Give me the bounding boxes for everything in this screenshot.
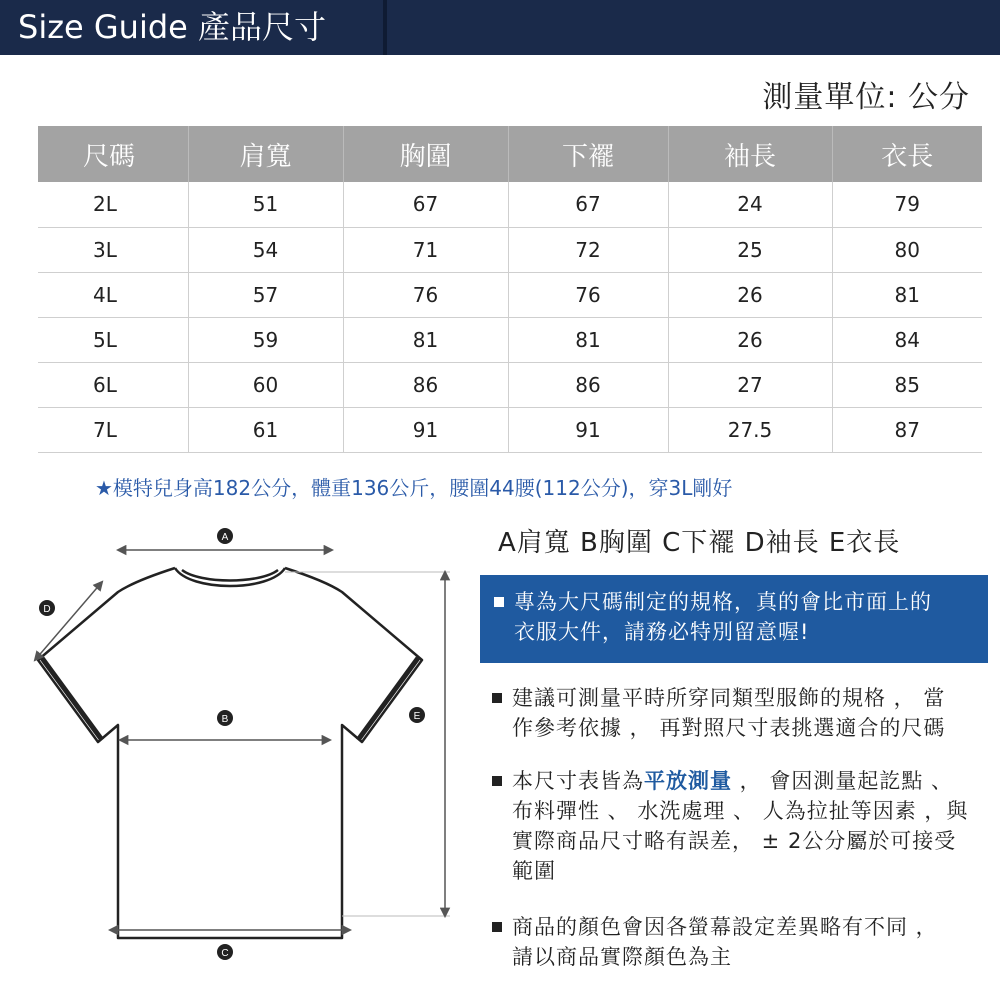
note-line: 作參考依據 ， 再對照尺寸表挑選適合的尺碼	[512, 716, 946, 740]
bullet-icon	[492, 922, 502, 932]
note-line: 範圍	[512, 859, 556, 883]
cell-shoulder: 59	[188, 317, 343, 362]
cell-shoulder: 60	[188, 362, 343, 407]
cell-sleeve: 26	[668, 317, 832, 362]
cell-hem: 76	[508, 272, 668, 317]
svg-text:A: A	[221, 532, 229, 543]
bullet-icon	[492, 776, 502, 786]
model-note: ★模特兒身高182公分，體重136公斤，腰圍44腰(112公分)，穿3L剛好	[95, 476, 733, 500]
header-shoulder: 肩寬	[188, 126, 343, 182]
cell-hem: 67	[508, 182, 668, 227]
cell-length: 84	[832, 317, 982, 362]
cell-size: 2L	[38, 182, 188, 227]
tshirt-outline	[38, 568, 422, 938]
size-table	[38, 126, 982, 453]
guide-lines	[285, 572, 450, 916]
cell-shoulder: 54	[188, 227, 343, 272]
header-bar	[0, 0, 1000, 55]
note-text: 本尺寸表皆為	[512, 769, 644, 793]
cell-shoulder: 51	[188, 182, 343, 227]
cell-length: 85	[832, 362, 982, 407]
header-size: 尺碼	[38, 126, 188, 182]
table-header-row	[38, 126, 982, 182]
cell-chest: 71	[343, 227, 508, 272]
notice-line: 專為大尺碼制定的規格，真的會比市面上的	[514, 590, 932, 614]
svg-text:C: C	[221, 948, 229, 959]
cell-chest: 67	[343, 182, 508, 227]
measurement-legend: A肩寬 B胸圍 C下襬 D袖長 E衣長	[498, 528, 901, 558]
note-item	[490, 683, 985, 743]
cell-length: 79	[832, 182, 982, 227]
cell-size: 3L	[38, 227, 188, 272]
note-item	[490, 912, 985, 972]
cell-chest: 81	[343, 317, 508, 362]
marker-a	[217, 528, 233, 544]
cell-chest: 86	[343, 362, 508, 407]
cell-hem: 81	[508, 317, 668, 362]
bullet-icon	[494, 597, 504, 607]
cell-length: 87	[832, 407, 982, 452]
note-line: 商品的顏色會因各螢幕設定差異略有不同 ，	[512, 915, 938, 939]
cell-size: 5L	[38, 317, 188, 362]
note-line	[512, 766, 985, 796]
notice-item	[492, 587, 978, 647]
cell-shoulder: 61	[188, 407, 343, 452]
tshirt-diagram	[20, 520, 470, 980]
header-chest: 胸圍	[343, 126, 508, 182]
notice-line: 衣服大件，請務必特別留意喔!	[514, 620, 810, 644]
cell-length: 80	[832, 227, 982, 272]
cell-length: 81	[832, 272, 982, 317]
svg-text:D: D	[43, 604, 51, 615]
arrow-d	[35, 582, 102, 660]
svg-text:E: E	[413, 711, 421, 722]
cell-sleeve: 27.5	[668, 407, 832, 452]
header-hem: 下襬	[508, 126, 668, 182]
header-sleeve: 袖長	[668, 126, 832, 182]
note-line: 請以商品實際顏色為主	[512, 945, 732, 969]
cell-chest: 91	[343, 407, 508, 452]
note-line: 實際商品尺寸略有誤差， ± 2公分屬於可接受	[512, 829, 957, 853]
table-row	[38, 407, 982, 452]
note-text: ， 會因測量起訖點 、	[732, 769, 954, 793]
marker-d	[39, 600, 55, 616]
bullet-icon	[492, 693, 502, 703]
cell-sleeve: 25	[668, 227, 832, 272]
cell-size: 4L	[38, 272, 188, 317]
table-row	[38, 362, 982, 407]
cell-sleeve: 26	[668, 272, 832, 317]
cell-shoulder: 57	[188, 272, 343, 317]
cell-hem: 91	[508, 407, 668, 452]
marker-c	[217, 944, 233, 960]
page-title: Size Guide 產品尺寸	[0, 0, 385, 55]
note-line: 布料彈性 、 水洗處理 、 人為拉扯等因素 ，與	[512, 799, 969, 823]
cell-size: 6L	[38, 362, 188, 407]
table-row	[38, 227, 982, 272]
cell-hem: 86	[508, 362, 668, 407]
cell-size: 7L	[38, 407, 188, 452]
marker-e	[409, 707, 425, 723]
cell-sleeve: 24	[668, 182, 832, 227]
table-row	[38, 317, 982, 362]
marker-b	[217, 710, 233, 726]
table-row	[38, 272, 982, 317]
table-row	[38, 182, 982, 227]
unit-label: 測量單位: 公分	[762, 80, 970, 115]
cell-chest: 76	[343, 272, 508, 317]
note-item	[490, 766, 985, 886]
cell-hem: 72	[508, 227, 668, 272]
cell-sleeve: 27	[668, 362, 832, 407]
note-line: 建議可測量平時所穿同類型服飾的規格 ， 當	[512, 686, 946, 710]
highlight-text: 平放測量	[644, 769, 732, 793]
svg-text:B: B	[221, 714, 229, 725]
header-length: 衣長	[832, 126, 982, 182]
notice-box	[480, 575, 988, 663]
